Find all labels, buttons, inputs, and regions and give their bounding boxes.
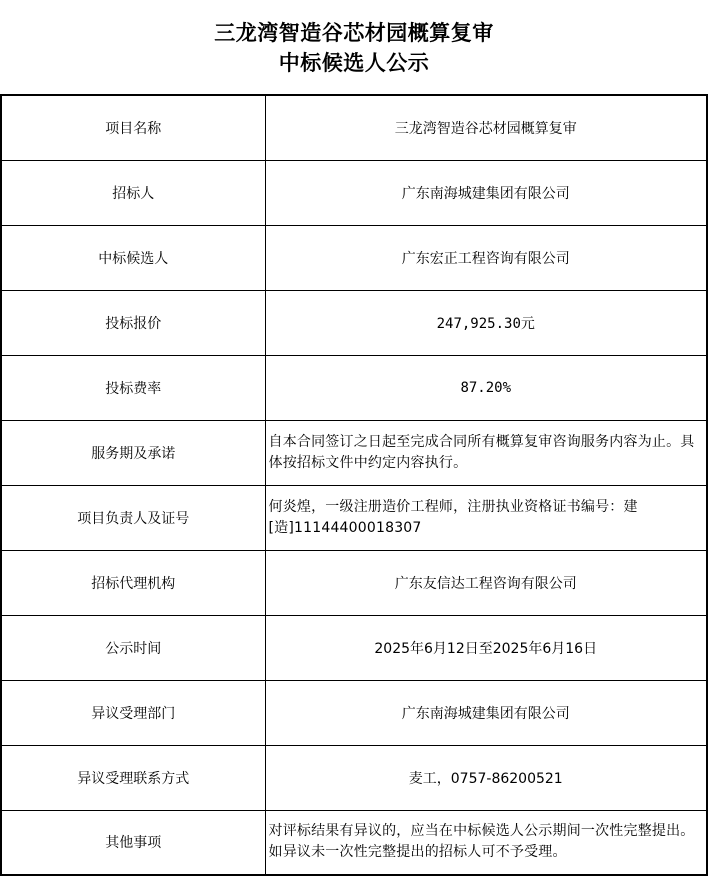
row-value: 2025年6月12日至2025年6月16日 xyxy=(265,615,707,680)
candidate-table xyxy=(0,94,708,876)
row-label: 招标人 xyxy=(1,160,265,225)
row-label: 投标费率 xyxy=(1,355,265,420)
row-value: 247,925.30元 xyxy=(265,290,707,355)
row-value: 三龙湾智造谷芯材园概算复审 xyxy=(265,95,707,160)
table-row-service-period xyxy=(1,420,707,485)
table-row-publicity-period xyxy=(1,615,707,680)
title-line-2: 中标候选人公示 xyxy=(278,51,430,75)
table-row-bid-price xyxy=(1,290,707,355)
row-label: 招标代理机构 xyxy=(1,550,265,615)
row-label: 投标报价 xyxy=(1,290,265,355)
row-value: 广东友信达工程咨询有限公司 xyxy=(265,550,707,615)
row-value: 麦工，0757-86200521 xyxy=(265,745,707,810)
table-row-project-manager xyxy=(1,485,707,550)
table-row-objection-dept xyxy=(1,680,707,745)
row-label: 公示时间 xyxy=(1,615,265,680)
row-value: 自本合同签订之日起至完成合同所有概算复审咨询服务内容为止。具体按招标文件中约定内容执行。 xyxy=(265,420,707,485)
row-value: 87.20% xyxy=(265,355,707,420)
row-value: 广东南海城建集团有限公司 xyxy=(265,160,707,225)
row-value: 广东南海城建集团有限公司 xyxy=(265,680,707,745)
notice-title xyxy=(0,0,708,94)
table-row-fee-rate xyxy=(1,355,707,420)
title-line-1: 三龙湾智造谷芯材园概算复审 xyxy=(214,21,494,45)
table-row-project-name xyxy=(1,95,707,160)
row-value: 广东宏正工程咨询有限公司 xyxy=(265,225,707,290)
row-label: 其他事项 xyxy=(1,810,265,875)
row-value: 对评标结果有异议的，应当在中标候选人公示期间一次性完整提出。如异议未一次性完整提出的招标人可不予受理。 xyxy=(265,810,707,875)
table-row-agency xyxy=(1,550,707,615)
table-row-other-matters xyxy=(1,810,707,875)
row-label: 中标候选人 xyxy=(1,225,265,290)
row-label: 异议受理联系方式 xyxy=(1,745,265,810)
row-label: 服务期及承诺 xyxy=(1,420,265,485)
row-label: 异议受理部门 xyxy=(1,680,265,745)
table-row-objection-contact xyxy=(1,745,707,810)
row-label: 项目名称 xyxy=(1,95,265,160)
row-value: 何炎煌，一级注册造价工程师，注册执业资格证书编号：建[造]11144400018307 xyxy=(265,485,707,550)
table-row-tenderer xyxy=(1,160,707,225)
table-row-candidate xyxy=(1,225,707,290)
row-label: 项目负责人及证号 xyxy=(1,485,265,550)
